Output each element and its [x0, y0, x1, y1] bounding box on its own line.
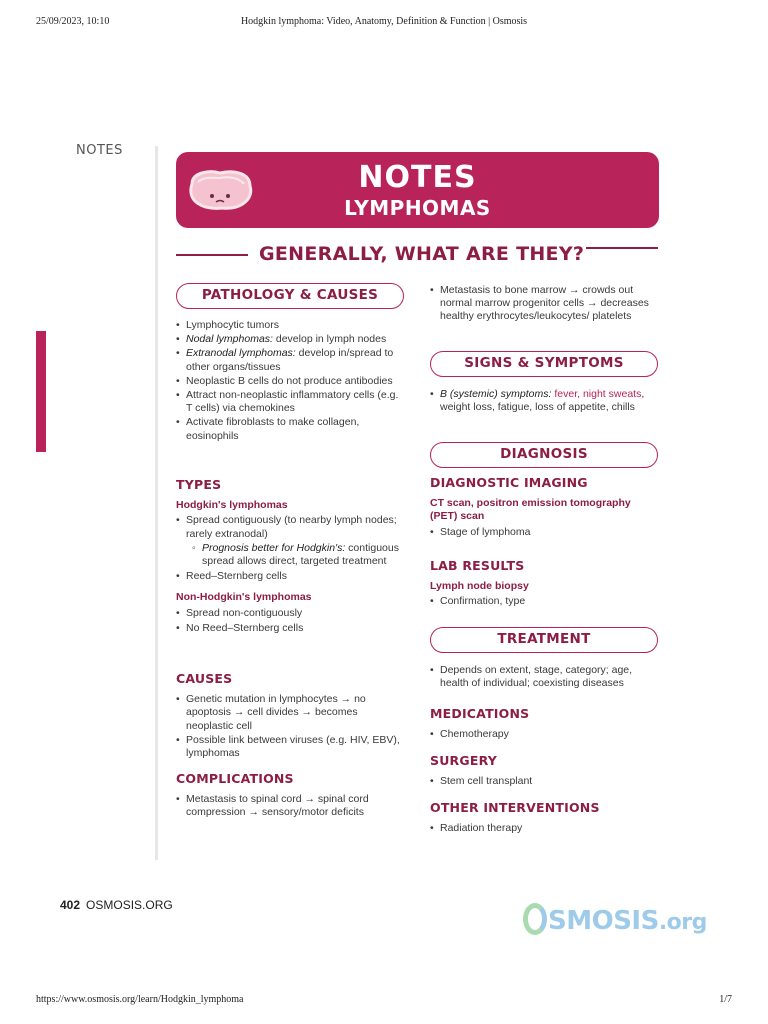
imaging-subheading: CT scan, positron emission tomography (PET) scan: [430, 497, 631, 523]
signs-pill: SIGNS & SYMPTOMS: [430, 351, 658, 377]
list-item: • Neoplastic B cells do not produce antibodies: [176, 375, 406, 388]
other-interventions-heading: OTHER INTERVENTIONS: [430, 800, 600, 815]
print-page-title: Hodgkin lymphoma: Video, Anatomy, Definition & Function | Osmosis: [240, 16, 528, 27]
notes-banner: [176, 152, 659, 228]
print-header: [36, 16, 732, 30]
heading-rule-left: [176, 254, 248, 256]
list-item: • Possible link between viruses (e.g. HIV, EBV), lymphomas: [176, 734, 406, 760]
pathology-pill: PATHOLOGY & CAUSES: [176, 283, 404, 309]
sidebar-accent-bar: [36, 331, 46, 452]
logo-o-icon: [523, 903, 547, 935]
logo-main-text: SMOSIS: [548, 906, 659, 936]
sidebar-notes-label: NOTES: [76, 143, 123, 158]
list-item: • Spread contiguously (to nearby lymph nodes; rarely extranodal): [176, 514, 406, 540]
page-footer: [60, 898, 173, 912]
signs-list: [430, 388, 660, 415]
list-item: • Stem cell transplant: [430, 775, 660, 788]
treatment-pill: TREATMENT: [430, 627, 658, 653]
list-item: • Spread non-contiguously: [176, 607, 406, 620]
pathology-list: [176, 319, 406, 444]
print-datetime: 25/09/2023, 10:10: [36, 16, 110, 27]
list-item: • No Reed–Sternberg cells: [176, 622, 406, 635]
list-item: • Stage of lymphoma: [430, 526, 660, 539]
treatment-list: [430, 664, 660, 691]
list-item-text: , weight loss, fatigue, loss of appetite, chills: [440, 388, 645, 414]
surgery-section: [430, 754, 660, 789]
heading-rule-right: [586, 247, 658, 249]
causes-section: [176, 672, 406, 761]
print-footer: [36, 994, 732, 1008]
list-item: • Metastasis to spinal cord → spinal cord compression → sensory/motor deficits: [176, 793, 406, 819]
nonhodgkin-heading: Non-Hodgkin's lymphomas: [176, 591, 312, 604]
complications-heading: COMPLICATIONS: [176, 771, 294, 786]
hodgkin-heading: Hodgkin's lymphomas: [176, 499, 288, 512]
other-interventions-section: [430, 801, 660, 836]
banner-title: NOTES: [358, 160, 477, 195]
term-nodal: Nodal lymphomas:: [186, 333, 273, 346]
print-page-count: 1/7: [719, 994, 732, 1005]
term-extranodal: Extranodal lymphomas:: [186, 347, 296, 360]
medications-section: [430, 707, 660, 742]
types-section: [176, 478, 406, 636]
lab-heading: LAB RESULTS: [430, 558, 525, 573]
list-item-text: contiguous spread allows direct, targeted treatment: [202, 541, 399, 568]
list-item: • Confirmation, type: [430, 595, 660, 608]
list-subitem: [176, 542, 406, 568]
list-item: • Lymphocytic tumors: [176, 319, 406, 332]
list-item: • Reed–Sternberg cells: [176, 570, 406, 583]
term-b-symptoms: B (systemic) symptoms:: [440, 388, 552, 400]
list-item: • Depends on extent, stage, category; age, health of individual; coexisting diseases: [430, 664, 660, 690]
list-item: [430, 388, 660, 414]
list-item: • Radiation therapy: [430, 822, 660, 835]
causes-heading: CAUSES: [176, 671, 233, 686]
surgery-heading: SURGERY: [430, 753, 497, 768]
logo-suffix: .org: [658, 910, 707, 935]
term-prognosis: Prognosis better for Hodgkin's:: [202, 541, 346, 554]
diagnosis-pill: DIAGNOSIS: [430, 442, 658, 468]
medications-heading: MEDICATIONS: [430, 706, 530, 721]
sidebar-divider: [155, 146, 158, 860]
highlight-text: fever, night sweats: [554, 388, 642, 400]
types-heading: TYPES: [176, 477, 222, 492]
imaging-section: [430, 476, 660, 540]
list-item: • Chemotherapy: [430, 728, 660, 741]
list-item-text: develop in/spread to other organs/tissues: [186, 347, 394, 373]
list-item: [176, 347, 406, 373]
list-item: • Activate fibroblasts to make collagen, eosinophils: [176, 416, 406, 442]
print-url: https://www.osmosis.org/learn/Hodgkin_lymphoma: [36, 994, 244, 1005]
list-item: • Attract non-neoplastic inflammatory cells (e.g. T cells) via chemokines: [176, 389, 406, 415]
complications-section: [176, 772, 406, 821]
list-item: • Genetic mutation in lymphocytes → no apoptosis → cell divides → becomes neoplastic cell: [176, 693, 406, 733]
site-name: OSMOSIS.ORG: [86, 898, 173, 912]
osmosis-logo: [523, 903, 707, 936]
metastasis-list: [430, 284, 660, 325]
section-heading: GENERALLY, WHAT ARE THEY?: [259, 243, 585, 265]
imaging-heading: DIAGNOSTIC IMAGING: [430, 475, 588, 490]
page-number: 402: [60, 898, 81, 912]
lab-subheading: Lymph node biopsy: [430, 580, 529, 593]
banner-subtitle: LYMPHOMAS: [344, 196, 491, 220]
list-item-text: develop in lymph nodes: [275, 333, 387, 346]
list-item: • Metastasis to bone marrow → crowds out normal marrow progenitor cells → decreases healthy erythrocytes/leukocytes/ platelets: [430, 284, 660, 324]
list-item: [176, 333, 406, 346]
lab-section: [430, 559, 660, 610]
